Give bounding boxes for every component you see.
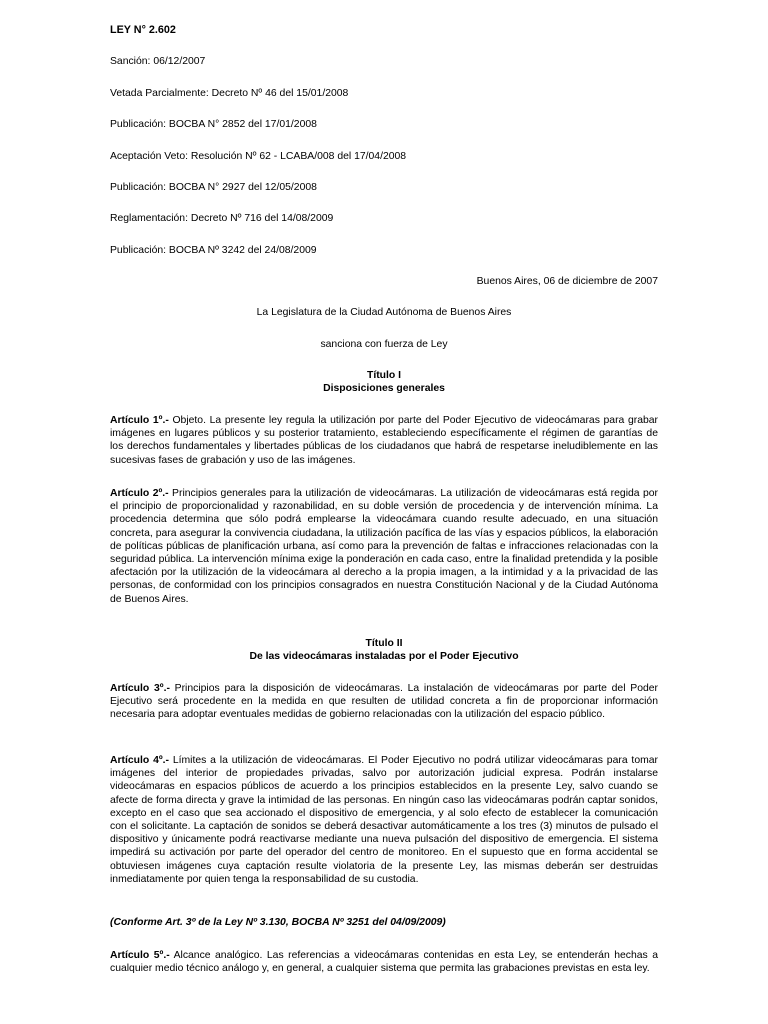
article-5-text: Alcance analógico. Las referencias a videocámaras contenidas en esta Ley, se entenderán hechas a cualquier medio técnico análogo y, en general, a cualquier sistema que permita las grabaciones previstas en esta ley.: [110, 950, 658, 975]
article-1-label: Artículo 1º.-: [110, 415, 169, 426]
article-4-text: Límites a la utilización de videocámaras. El Poder Ejecutivo no podrá utilizar videocámaras para tomar imágenes del interior de propiedades privadas, salvo por autorización judicial expresa. Podrán instalarse videocámaras en espacios públicos de acuerdo a los principios establecidos en la presente Ley, salvo cuando se afecte de forma directa y grave la intimidad de las personas. En ningún caso las videocámaras podrán captar sonidos, excepto en el caso que sea accionado el dispositivo de emergencia, y al solo efecto de establecer la comunicación con el solicitante. La captación de sonidos se deberá desactivar automáticamente a los tres (3) minutos de pulsado el dispositivo y únicamente podrá reactivarse mediante una nueva pulsación del dispositivo de emergencia. El sistema impedirá su activación por parte del operador del centro de monitoreo. En el supuesto que en forma accidental se obtuviesen imágenes cuya captación resulte violatoria de la presente Ley, las mismas deberán ser destruidas inmediatamente por quien tenga la responsabilidad de su custodia.: [110, 755, 658, 885]
article-5-label: Artículo 5º.-: [110, 950, 170, 961]
amendment-note: (Conforme Art. 3º de la Ley Nº 3.130, BOCBA Nº 3251 del 04/09/2009): [110, 917, 446, 928]
meta-veto: Vetada Parcialmente: Decreto Nº 46 del 15/01/2008: [110, 88, 349, 99]
meta-publicacion-2: Publicación: BOCBA N° 2927 del 12/05/2008: [110, 182, 317, 193]
article-2: [110, 487, 658, 606]
titulo-2-name: De las videocámaras instaladas por el Poder Ejecutivo: [249, 651, 519, 662]
article-4: [110, 754, 658, 886]
article-1: [110, 414, 658, 467]
article-1-text: Objeto. La presente ley regula la utilización por parte del Poder Ejecutivo de videocámaras para grabar imágenes en lugares públicos y su posterior tratamiento, estableciendo específicamente el régimen de garantías de los derechos fundamentales y libertades públicas de los ciudadanos que habrá de respetarse ineludiblemente en las sucesivas fases de grabación y uso de las imágenes.: [110, 415, 659, 466]
article-5: [110, 949, 658, 975]
titulo-1-name: Disposiciones generales: [323, 383, 445, 394]
titulo-1-label: Título I: [366, 370, 402, 381]
article-4-label: Artículo 4º.-: [110, 755, 170, 766]
sanciona-line: sanciona con fuerza de Ley: [320, 339, 448, 350]
meta-aceptacion-veto: Aceptación Veto: Resolución Nº 62 - LCABA/008 del 17/04/2008: [110, 151, 407, 162]
article-2-text: Principios generales para la utilización de videocámaras. La utilización de videocámaras está regida por el principio de proporcionalidad y razonabilidad, en su doble versión de procedencia y de intervención mínima. La procedencia determina que sólo podrá emplearse la videocámara cuando resulte adecuado, en una situación concreta, para asegurar la convivencia ciudadana, la utilización pacífica de las vías y espacios públicos, la elaboración de políticas públicas de planificación urbana, así como para la prevención de faltas e infracciones relacionadas con la seguridad pública. La intervención mínima exige la ponderación en cada caso, entre la finalidad pretendida y la posible afectación por la utilización de la videocámara al derecho a la propia imagen, a la intimidad y a la privacidad de las personas, de conformidad con los principios consagrados en nuestra Constitución Nacional y de la Ciudad Autónoma de Buenos Aires.: [110, 488, 659, 605]
article-3-text: Principios para la disposición de videocámaras. La instalación de videocámaras por parte del Poder Ejecutivo será procedente en la medida en que resulten de utilidad concreta a fin de proporcionar información necesaria para adoptar eventuales medidas de gobierno relacionadas con la utilización del espacio público.: [110, 683, 658, 721]
meta-reglamentacion: Reglamentación: Decreto Nº 716 del 14/08/2009: [110, 213, 334, 224]
article-3-label: Artículo 3º.-: [110, 683, 170, 694]
article-2-label: Artículo 2º.-: [110, 488, 169, 499]
law-title: LEY N° 2.602: [110, 24, 176, 36]
meta-sancion: Sanción: 06/12/2007: [110, 56, 206, 67]
meta-publicacion-3: Publicación: BOCBA Nº 3242 del 24/08/2009: [110, 245, 317, 256]
titulo-2-label: Título II: [365, 638, 403, 649]
meta-publicacion-1: Publicación: BOCBA N° 2852 del 17/01/2008: [110, 119, 317, 130]
place-date: Buenos Aires, 06 de diciembre de 2007: [476, 276, 658, 287]
legislature-line: La Legislatura de la Ciudad Autónoma de Buenos Aires: [256, 307, 512, 318]
article-3: [110, 682, 658, 722]
